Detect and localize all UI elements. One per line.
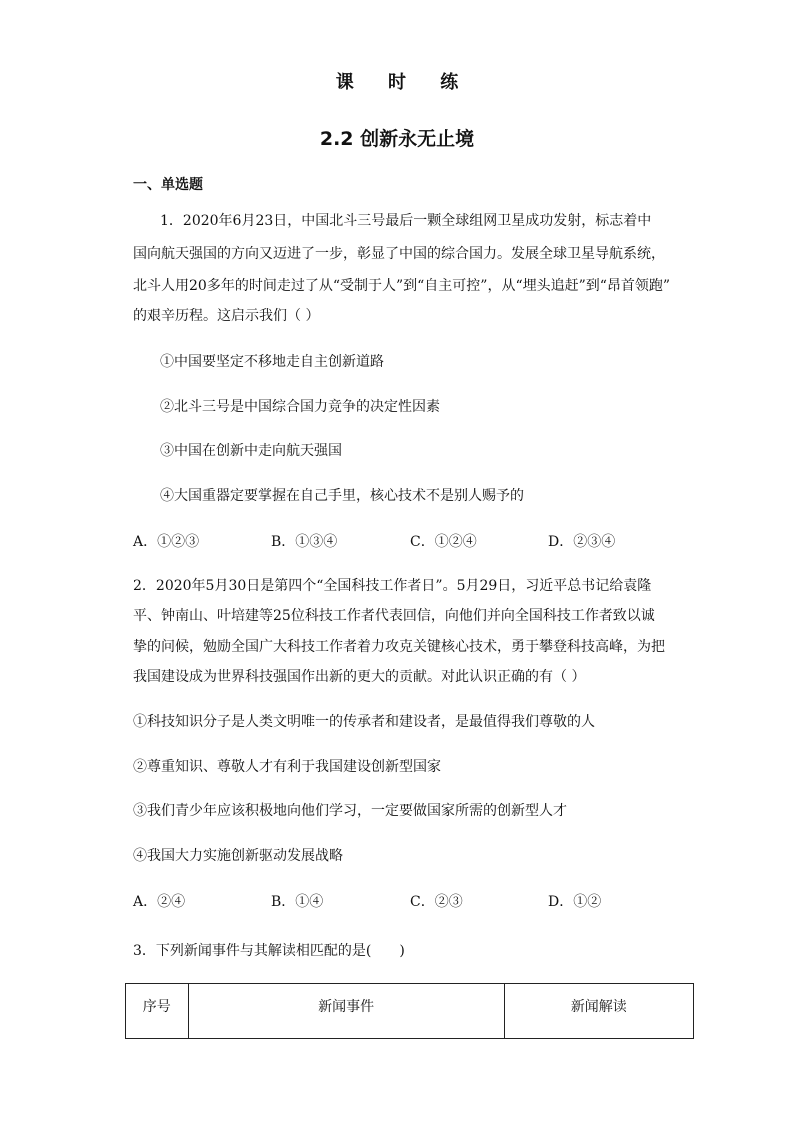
question-1-statement-4: ④大国重器定要掌握在自己手里，核心技术不是别人赐予的 [160,488,524,504]
news-table-header-row [126,984,694,1039]
question-2-option-a[interactable]: A．②④ [133,894,186,910]
news-table [125,983,694,1039]
question-2-line-4: 我国建设成为世界科技强国作出新的更大的贡献。对此认识正确的有（ ） [133,669,586,685]
header-number: 序号 [126,984,189,1039]
question-2-option-b[interactable]: B．①④ [271,894,324,910]
lesson-subtitle: 2.2 创新永无止境 [319,128,475,150]
header-news-event: 新闻事件 [188,984,504,1039]
question-2-line-3: 挚的问候，勉励全国广大科技工作者着力攻克关键核心技术，勇于攀登科技高峰，为把 [133,639,665,655]
question-1-line-2: 国向航天强国的方向又迈进了一步，彰显了中国的综合国力。发展全球卫星导航系统， [133,246,665,262]
question-2-line-2: 平、钟南山、叶培建等25位科技工作者代表回信，向他们并向全国科技工作者致以诚 [133,608,655,624]
question-2-option-d[interactable]: D．①② [548,894,602,910]
question-1-line-1: 1．2020年6月23日，中国北斗三号最后一颗全球组网卫星成功发射，标志着中 [160,213,652,229]
page-title: 课 时 练 [335,72,473,93]
question-2-statement-2: ②尊重知识、尊敬人才有利于我国建设创新型国家 [133,759,441,775]
question-1-line-3: 北斗人用20多年的时间走过了从“受制于人”到“自主可控”，从“埋头追赶”到“昂首领跑” [133,278,671,294]
question-1-option-c[interactable]: C．①②④ [410,534,477,550]
question-1-statement-1: ①中国要坚定不移地走自主创新道路 [160,354,384,370]
question-1-statement-3: ③中国在创新中走向航天强国 [160,443,342,459]
question-2-statement-3: ③我们青少年应该积极地向他们学习，一定要做国家所需的创新型人才 [133,803,567,819]
question-2-statement-4: ④我国大力实施创新驱动发展战略 [133,848,343,864]
header-news-interpretation: 新闻解读 [504,984,693,1039]
question-2-statement-1: ①科技知识分子是人类文明唯一的传承者和建设者，是最值得我们尊敬的人 [133,714,595,730]
question-3-stem: 3．下列新闻事件与其解读相匹配的是( ) [133,943,405,959]
section-heading: 一、单选题 [133,177,203,193]
question-1-option-d[interactable]: D．②③④ [548,534,616,550]
question-1-statement-2: ②北斗三号是中国综合国力竞争的决定性因素 [160,399,440,415]
question-1-line-4: 的艰辛历程。这启示我们（ ） [133,308,320,324]
question-2-option-c[interactable]: C．②③ [410,894,463,910]
question-2-line-1: 2．2020年5月30日是第四个“全国科技工作者日”。5月29日，习近平总书记给袁隆 [133,578,652,594]
question-1-option-b[interactable]: B．①③④ [271,534,338,550]
question-1-option-a[interactable]: A．①②③ [133,534,200,550]
